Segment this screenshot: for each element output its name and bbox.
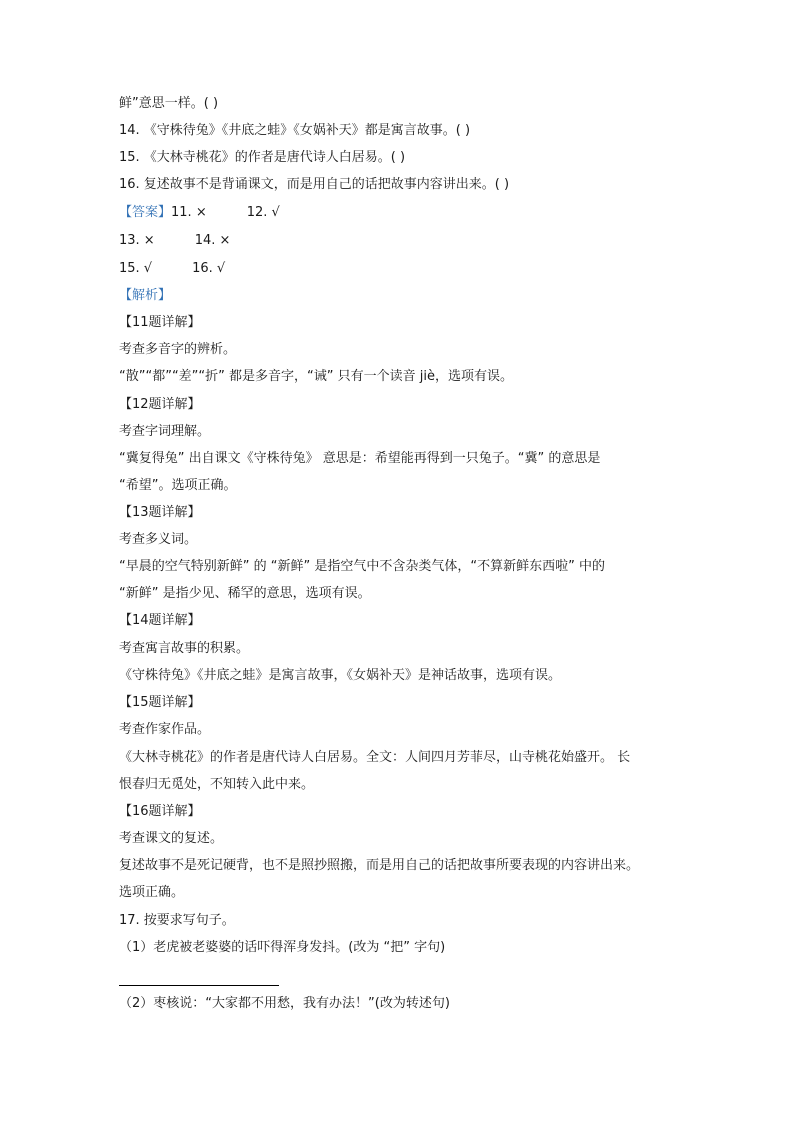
- question-16: 16. 复述故事不是背诵课文，而是用自己的话把故事内容讲出来。( ): [119, 177, 510, 192]
- question-14: 14. 《守株待兔》《井底之蛙》《女娲补天》都是寓言故事。( ): [119, 123, 471, 138]
- heading-11: 【11题详解】: [119, 315, 201, 330]
- explanation-14a: 考查寓言故事的积累。: [119, 641, 250, 656]
- answer-row-1: [119, 204, 679, 222]
- question-17-part-1: （1）老虎被老婆婆的话吓得浑身发抖。(改为 “把” 字句): [119, 940, 446, 955]
- explanation-11b: “散”“都”“差”“折” 都是多音字，“诫” 只有一个读音 jiè，选项有误。: [119, 369, 513, 384]
- explanation-12c: “希望”。选项正确。: [119, 478, 237, 493]
- question-17-part-2: （2）枣核说：“大家都不用愁，我有办法！”(改为转述句): [119, 996, 450, 1011]
- heading-13: 【13题详解】: [119, 505, 201, 520]
- explanation-13b: “早晨的空气特别新鲜” 的 “新鲜” 是指空气中不含杂类气体，“不算新鲜东西啦” 中的: [119, 559, 605, 574]
- heading-12: 【12题详解】: [119, 397, 201, 412]
- explanation-14b: 《守株待兔》《井底之蛙》是寓言故事，《女娲补天》是神话故事，选项有误。: [119, 668, 562, 683]
- footnote-divider: [119, 985, 279, 986]
- heading-16: 【16题详解】: [119, 804, 201, 819]
- answer-row-2: [119, 232, 679, 250]
- question-15: 15. 《大林寺桃花》的作者是唐代诗人白居易。( ): [119, 150, 406, 165]
- explanation-16a: 考查课文的复述。: [119, 831, 224, 846]
- answer-label: 【答案】: [119, 205, 172, 220]
- answer-14: 14. ×: [194, 233, 231, 248]
- explanation-16c: 选项正确。: [119, 885, 185, 900]
- explanation-15b: 《大林寺桃花》的作者是唐代诗人白居易。全文：人间四月芳菲尽，山寺桃花始盛开。 长: [119, 750, 631, 765]
- question-17: 17. 按要求写句子。: [119, 913, 235, 928]
- explanation-15a: 考查作家作品。: [119, 722, 211, 737]
- answer-row-3: [119, 260, 679, 278]
- analysis-label: 【解析】: [119, 288, 172, 303]
- explanation-15c: 恨春归无觅处，不知转入此中来。: [119, 777, 315, 792]
- explanation-16b: 复述故事不是死记硬背，也不是照抄照搬，而是用自己的话把故事所要表现的内容讲出来。: [119, 858, 640, 873]
- heading-14: 【14题详解】: [119, 613, 201, 628]
- explanation-12b: “冀复得兔” 出自课文《守株待兔》 意思是：希望能再得到一只兔子。“冀” 的意思是: [119, 451, 601, 466]
- question-13-continuation: 鲜”意思一样。( ): [119, 96, 219, 111]
- explanation-12a: 考查字词理解。: [119, 424, 211, 439]
- answer-16: 16. √: [192, 261, 226, 276]
- explanation-11a: 考查多音字的辨析。: [119, 342, 237, 357]
- answer-11: 11. ×: [171, 205, 207, 220]
- answer-12: 12. √: [246, 205, 280, 220]
- explanation-13c: “新鲜” 是指少见、稀罕的意思，选项有误。: [119, 586, 371, 601]
- answer-15: 15. √: [119, 261, 153, 276]
- answer-13: 13. ×: [119, 233, 155, 248]
- heading-15: 【15题详解】: [119, 695, 201, 710]
- explanation-13a: 考查多义词。: [119, 532, 198, 547]
